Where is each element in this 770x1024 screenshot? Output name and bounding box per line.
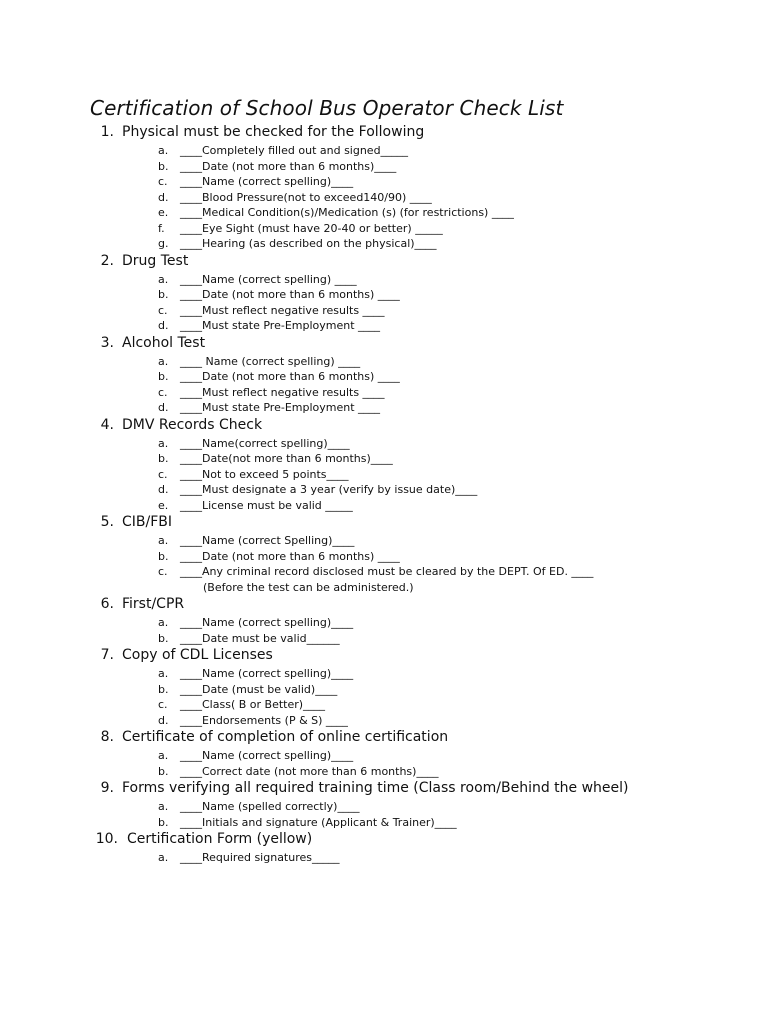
- item-letter: a.: [158, 749, 169, 762]
- item-text: ____Name (correct spelling)____: [180, 749, 354, 762]
- item-text: ____Date (not more than 6 months) ____: [180, 549, 400, 563]
- section-label: Certificate of completion of online certification: [122, 729, 449, 745]
- item-text: ____Any criminal record disclosed must be cleared by the DEPT. Of ED. ____: [180, 565, 594, 578]
- section-heading: [0, 729, 770, 749]
- section-number: 3.: [100, 334, 114, 351]
- section-number: 10.: [95, 831, 118, 847]
- item-text: ____Date (not more than 6 months)____: [180, 159, 397, 173]
- item-letter: e.: [158, 498, 169, 512]
- item-letter: b.: [158, 631, 169, 645]
- section-number: 7.: [100, 647, 114, 663]
- section-label: Drug Test: [122, 252, 189, 269]
- item-letter: c.: [158, 303, 168, 317]
- checklist-item: [0, 667, 770, 683]
- checklist-item: [0, 237, 770, 253]
- section-label: Copy of CDL Licenses: [122, 647, 273, 663]
- item-letter: c.: [158, 698, 168, 711]
- item-text: ____Correct date (not more than 6 months)____: [180, 764, 439, 778]
- section-label: Forms verifying all required training time (Class room/Behind the wheel): [122, 780, 629, 796]
- checklist-item: [0, 714, 770, 730]
- section-label: DMV Records Check: [122, 416, 263, 433]
- section-label: Alcohol Test: [122, 334, 206, 351]
- checklist-section: [0, 831, 770, 867]
- item-text: ____Date must be valid______: [180, 631, 340, 645]
- item-letter: b.: [158, 682, 169, 696]
- item-text: ____Must state Pre-Employment ____: [180, 401, 381, 414]
- item-text: ____Name (correct spelling)____: [180, 616, 354, 629]
- item-text: ____Name (correct spelling) ____: [180, 272, 357, 286]
- item-letter: c.: [158, 565, 168, 578]
- checklist-item: [0, 401, 770, 417]
- section-label: CIB/FBI: [122, 514, 173, 530]
- checklist-item: [0, 765, 770, 781]
- item-letter: a.: [158, 144, 169, 157]
- item-text: ____Initials and signature (Applicant & Trainer)____: [180, 815, 457, 829]
- section-number: 2.: [100, 252, 114, 269]
- item-text: ____Must reflect negative results ____: [180, 303, 385, 317]
- checklist-section: [0, 647, 770, 729]
- checklist-section: [0, 780, 770, 831]
- item-text: ____Blood Pressure(not to exceed140/90) ____: [180, 190, 432, 204]
- checklist-item: [0, 616, 770, 632]
- section-label: Certification Form (yellow): [127, 831, 313, 847]
- checklist-item: [0, 565, 770, 581]
- item-text: ____Must state Pre-Employment ____: [180, 319, 381, 332]
- checklist-section: [0, 253, 770, 335]
- checklist-item: [0, 816, 770, 832]
- item-text: ____Eye Sight (must have 20-40 or better) _____: [180, 221, 443, 235]
- item-letter: b.: [158, 815, 169, 829]
- item-text: ____Name (spelled correctly)____: [180, 800, 360, 813]
- item-text: ____Completely filled out and signed_____: [180, 144, 409, 157]
- item-letter: b.: [158, 549, 169, 563]
- checklist-item: [0, 144, 770, 160]
- checklist-item: [0, 288, 770, 304]
- item-letter: a.: [158, 354, 169, 368]
- item-letter: b.: [158, 452, 169, 465]
- item-text: ____Must reflect negative results ____: [180, 385, 385, 399]
- section-number: 6.: [100, 596, 114, 612]
- section-heading: [0, 780, 770, 800]
- item-text: ____Not to exceed 5 points____: [180, 467, 349, 481]
- checklist-item: [0, 273, 770, 289]
- section-heading: [0, 124, 770, 144]
- item-letter: a.: [158, 272, 169, 286]
- checklist-item: [0, 355, 770, 371]
- item-text: ____Medical Condition(s)/Medication (s) (for restrictions) ____: [180, 206, 514, 219]
- section-heading: [0, 647, 770, 667]
- item-text: ____Hearing (as described on the physical)____: [180, 237, 437, 250]
- item-continuation: (Before the test can be administered.): [203, 580, 414, 594]
- checklist-item: [0, 222, 770, 238]
- item-letter: d.: [158, 190, 169, 204]
- item-letter: c.: [158, 175, 168, 188]
- item-letter: g.: [158, 237, 169, 250]
- item-text: ____Date (must be valid)____: [180, 682, 338, 696]
- page-title: Certification of School Bus Operator Check List: [90, 96, 564, 120]
- item-letter: d.: [158, 319, 169, 332]
- checklist-item: [0, 749, 770, 765]
- section-label: Physical must be checked for the Following: [122, 124, 425, 140]
- checklist-section: [0, 417, 770, 515]
- checklist-item: [0, 468, 770, 484]
- item-text: ____Must designate a 3 year (verify by issue date)____: [180, 483, 478, 496]
- checklist-item: [0, 800, 770, 816]
- section-heading: [0, 335, 770, 355]
- item-letter: a.: [158, 534, 169, 547]
- checklist-item: [0, 191, 770, 207]
- item-text: ____Required signatures_____: [180, 851, 340, 864]
- checklist-item: [0, 319, 770, 335]
- item-text: ____Name (correct spelling)____: [180, 175, 354, 188]
- item-text: ____Class( B or Better)____: [180, 698, 326, 711]
- item-text: ____Date (not more than 6 months) ____: [180, 370, 400, 383]
- checklist-item: [0, 550, 770, 566]
- section-heading: [0, 596, 770, 616]
- item-text: ____Name (correct spelling)____: [180, 667, 354, 680]
- checklist-item: [0, 304, 770, 320]
- item-letter: e.: [158, 206, 169, 219]
- checklist-item: [0, 534, 770, 550]
- checklist-item: [0, 437, 770, 453]
- checklist-item: [0, 160, 770, 176]
- checklist: [0, 124, 770, 867]
- item-letter: a.: [158, 436, 169, 450]
- section-number: 4.: [100, 416, 114, 433]
- checklist-section: [0, 596, 770, 647]
- checklist-item: [0, 483, 770, 499]
- item-letter: a.: [158, 616, 169, 629]
- checklist-item: [0, 386, 770, 402]
- section-label: First/CPR: [122, 596, 185, 612]
- checklist-section: [0, 124, 770, 253]
- checklist-item: [0, 698, 770, 714]
- item-text: ____ Name (correct spelling) ____: [180, 354, 361, 368]
- checklist-section: [0, 335, 770, 417]
- item-text: ____License must be valid _____: [180, 498, 353, 512]
- section-number: 9.: [100, 780, 114, 796]
- section-heading: [0, 831, 770, 851]
- item-letter: b.: [158, 764, 169, 778]
- item-letter: d.: [158, 713, 169, 727]
- item-letter: c.: [158, 467, 168, 481]
- item-letter: a.: [158, 800, 169, 813]
- section-heading: [0, 514, 770, 534]
- item-text: ____Date (not more than 6 months) ____: [180, 288, 400, 301]
- section-heading: [0, 417, 770, 437]
- checklist-section: [0, 729, 770, 780]
- section-heading: [0, 253, 770, 273]
- checklist-item: [0, 683, 770, 699]
- item-letter: f.: [158, 221, 165, 235]
- checklist-item: [0, 452, 770, 468]
- checklist-item: [0, 370, 770, 386]
- checklist-section: [0, 514, 770, 596]
- item-letter: d.: [158, 401, 169, 414]
- item-text: ____Name(correct spelling)____: [180, 436, 350, 450]
- item-letter: a.: [158, 851, 169, 864]
- item-letter: b.: [158, 288, 169, 301]
- checklist-item: [0, 499, 770, 515]
- checklist-item: [0, 175, 770, 191]
- section-number: 8.: [100, 729, 114, 745]
- checklist-item: [0, 206, 770, 222]
- section-number: 5.: [100, 514, 114, 530]
- checklist-item: [0, 632, 770, 648]
- item-letter: b.: [158, 159, 169, 173]
- checklist-item: [0, 851, 770, 867]
- item-letter: a.: [158, 667, 169, 680]
- item-letter: b.: [158, 370, 169, 383]
- item-text: ____Name (correct Spelling)____: [180, 534, 355, 547]
- item-text: ____Endorsements (P & S) ____: [180, 713, 348, 727]
- item-letter: c.: [158, 385, 168, 399]
- item-letter: d.: [158, 483, 169, 496]
- section-number: 1.: [100, 124, 114, 140]
- item-text: ____Date(not more than 6 months)____: [180, 452, 393, 465]
